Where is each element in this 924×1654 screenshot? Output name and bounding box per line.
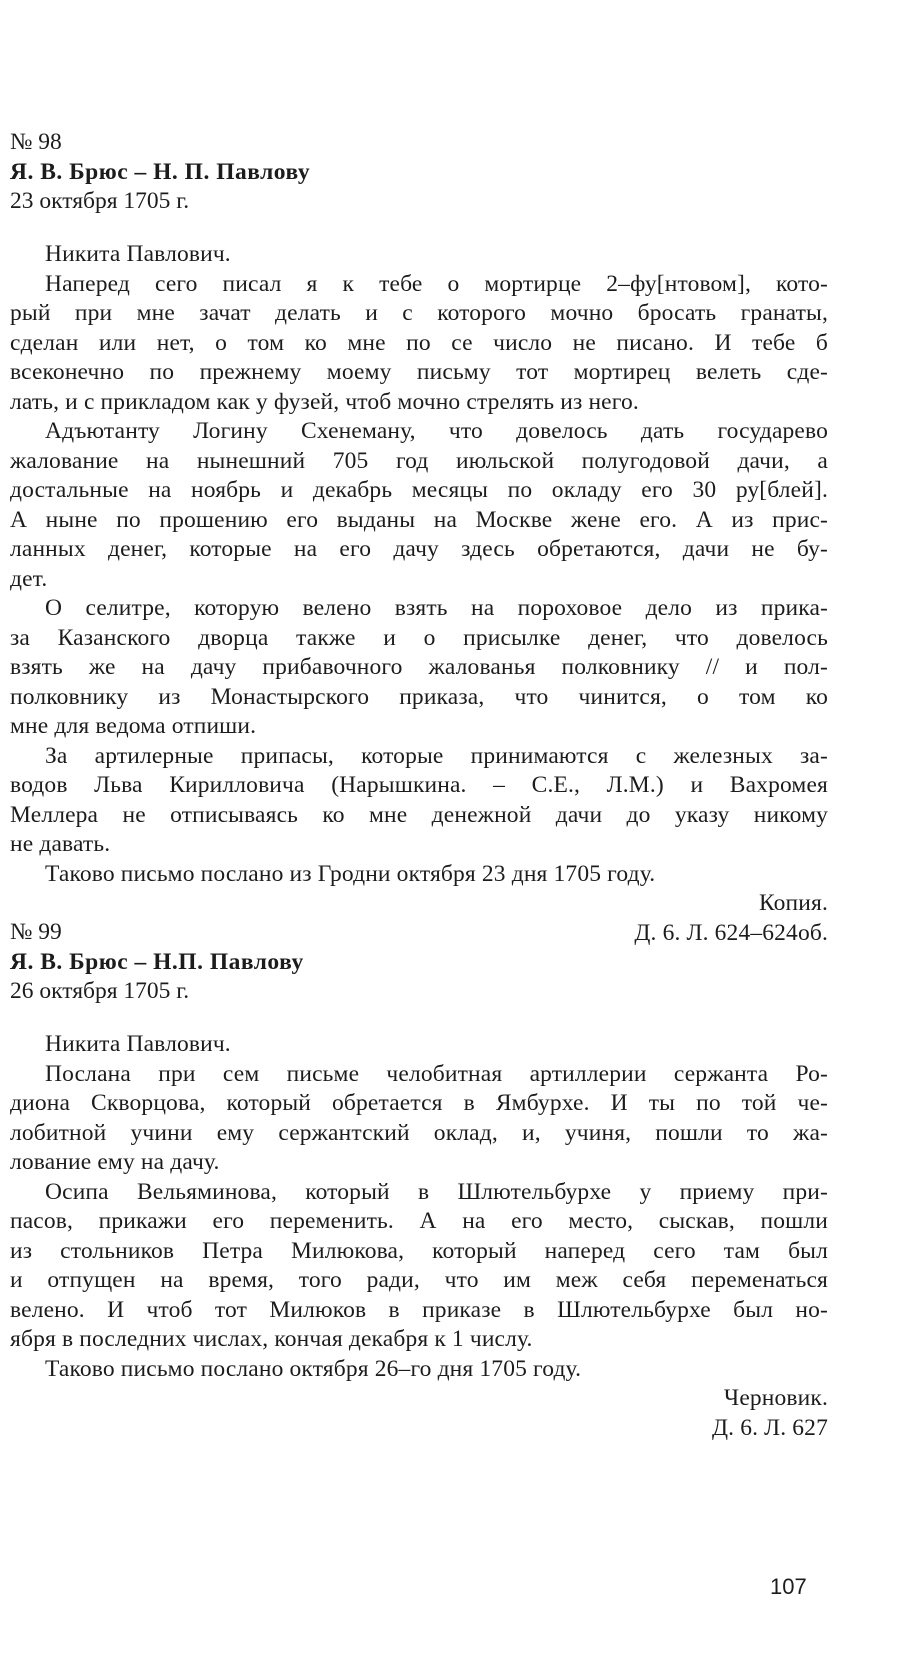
text-line: Наперед сего писал я к тебе о мортирце 2–фу[нтовом], кото- — [45, 270, 828, 297]
salutation: Никита Павлович. — [45, 241, 231, 267]
text-line: лать, и с прикладом как у фузей, чтоб мочно стрелять из него. — [10, 388, 639, 415]
text-line: А ныне по прошению его выданы на Москве жене его. А из прис- — [10, 506, 828, 533]
copy-note: Копия. — [759, 890, 828, 916]
text-line: водов Льва Кирилловича (Нарышкина. – С.Е., Л.М.) и Вахромея — [10, 772, 828, 798]
text-line: Меллера не отписываясь ко мне денежной дачи до указу никому — [10, 801, 828, 828]
text-line: О селитре, которую велено взять на пороховое дело из прика- — [45, 595, 828, 621]
doc-number: № 98 — [10, 129, 62, 155]
doc-title: Я. В. Брюс – Н.П. Павлову — [10, 948, 304, 975]
archive-reference: Д. 6. Л. 627 — [711, 1414, 828, 1441]
text-line: Послана при сем письме челобитная артиллерии сержанта Ро- — [45, 1060, 828, 1087]
text-line: рый при мне зачат делать и с которого мочно бросать гранаты, — [10, 300, 828, 326]
closing-line: Таково письмо послано октября 26–го дня 1705 году. — [45, 1355, 582, 1382]
text-line: взять же на дачу прибавочного жалованья полковнику // и пол- — [10, 654, 828, 680]
doc-date: 23 октября 1705 г. — [10, 188, 190, 214]
page-number: 107 — [770, 1574, 807, 1599]
text-line: из стольников Петра Милюкова, который наперед сего там был — [10, 1237, 828, 1264]
text-line: пасов, прикажи его переменить. А на его место, сыскав, пошли — [10, 1208, 828, 1234]
doc-date: 26 октября 1705 г. — [10, 978, 190, 1004]
text-line: лобитной учини ему сержантский оклад, и, учиня, пошли то жа- — [10, 1119, 828, 1146]
closing-line: Таково письмо послано из Гродни октября 23 дня 1705 году. — [45, 860, 656, 887]
text-line: ланных денег, которые на его дачу здесь обретаются, дачи не бу- — [10, 536, 828, 562]
text-line: дет. — [10, 565, 48, 592]
doc-99-body — [10, 1030, 828, 1443]
text-line: достальные на ноябрь и декабрь месяцы по окладу его 30 ру[блей]. — [10, 477, 828, 503]
text-line: жалование на нынешний 705 год июльской полугодовой дачи, а — [10, 447, 828, 474]
text-line: Адъютанту Логину Схенеману, что довелось дать государево — [45, 418, 828, 444]
doc-number: № 99 — [10, 919, 62, 945]
archive-reference: Д. 6. Л. 624–624об. — [634, 919, 828, 946]
text-line: За артилерные припасы, которые принимаются с железных за- — [45, 742, 828, 769]
text-line: за Казанского дворца также и о присылке денег, что довелось — [10, 624, 828, 651]
doc-title: Я. В. Брюс – Н. П. Павлову — [10, 158, 311, 185]
text-line: полковнику из Монастырского приказа, что чинится, о том ко — [10, 683, 828, 710]
text-line: всеконечно по прежнему моему письму тот мортирец велеть сде- — [10, 359, 828, 385]
draft-note: Черновик. — [723, 1385, 828, 1411]
text-line: Осипа Вельяминова, который в Шлютельбурхе у приему при- — [45, 1178, 828, 1205]
text-line: ября в последних числах, кончая декабря к 1 числу. — [10, 1326, 533, 1352]
doc-98-header — [10, 128, 828, 217]
salutation: Никита Павлович. — [45, 1031, 231, 1057]
doc-98-body — [10, 240, 828, 948]
text-line: сделан или нет, о том ко мне по се число не писано. И тебе б — [10, 329, 828, 356]
text-line: мне для ведома отпиши. — [10, 713, 257, 739]
text-line: не давать. — [10, 831, 111, 857]
text-line: велено. И чтоб тот Милюков в приказе в Шлютельбурхе был но- — [10, 1296, 828, 1323]
text-line: диона Скворцова, который обретается в Ямбурхе. И ты по той че- — [10, 1090, 828, 1116]
text-line: и отпущен на время, того ради, что им меж себя переменаться — [10, 1267, 828, 1293]
text-line: лование ему на дачу. — [10, 1149, 220, 1175]
doc-99-header — [10, 918, 828, 1007]
